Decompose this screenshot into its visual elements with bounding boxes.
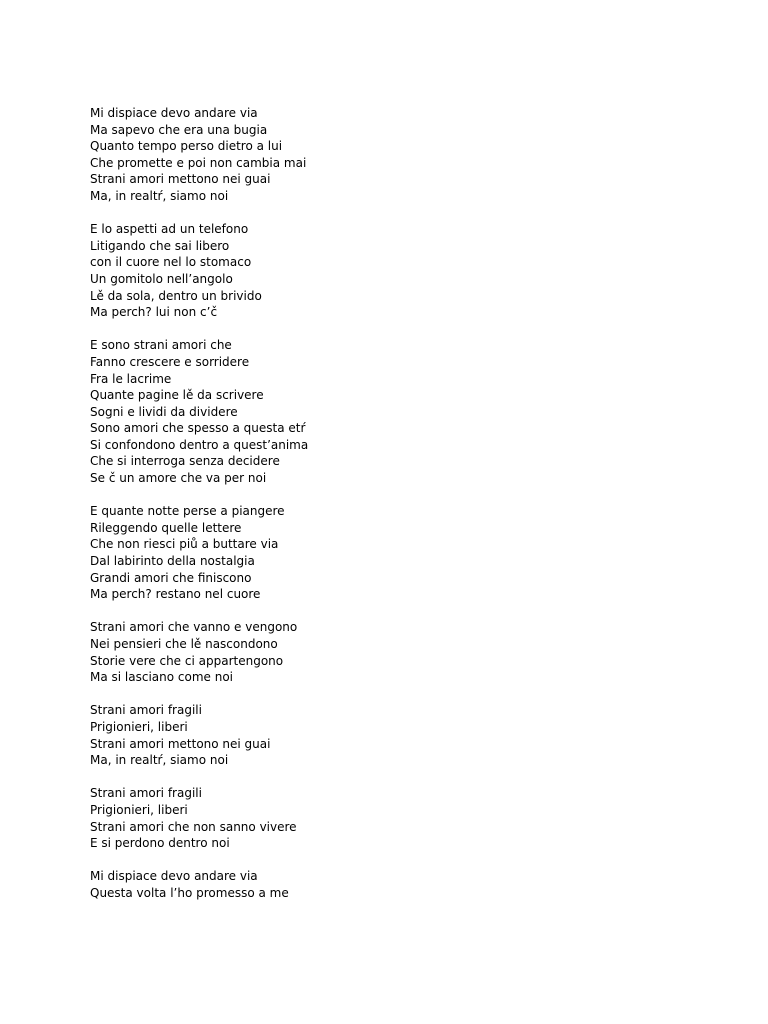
lyric-line: E lo aspetti ad un telefono [90, 222, 249, 237]
lyric-line: Strani amori mettono nei guai [90, 736, 271, 751]
lyric-line: Litigando che sai libero [90, 238, 230, 253]
lyric-line: Ma sapevo che era una bugia [90, 122, 268, 137]
lyric-line: Se č un amore che va per noi [90, 471, 267, 486]
lyric-line: Mi dispiace devo andare via [90, 869, 258, 884]
lyric-line: Rileggendo quelle lettere [90, 520, 242, 535]
stanza-3 [90, 337, 690, 486]
lyric-line: Ma si lasciano come noi [90, 670, 234, 685]
lyric-line: Grandi amori che finiscono [90, 570, 252, 585]
lyric-line: con il cuore nel lo stomaco [90, 255, 252, 270]
lyric-line: Sono amori che spesso a questa etŕ [90, 421, 306, 436]
stanza-7 [90, 785, 690, 851]
lyric-line: Che non riesci piů a buttare via [90, 537, 279, 552]
lyric-line: Quante pagine lě da scrivere [90, 388, 264, 403]
lyric-line: Che si interroga senza decidere [90, 454, 280, 469]
lyric-line: Quanto tempo perso dietro a lui [90, 139, 283, 154]
lyric-line: Strani amori che non sanno vivere [90, 819, 297, 834]
lyric-line: Prigionieri, liberi [90, 802, 188, 817]
stanza-5 [90, 619, 690, 685]
lyric-line: E sono strani amori che [90, 338, 232, 353]
lyric-line: Che promette e poi non cambia mai [90, 155, 307, 170]
lyric-line: E si perdono dentro noi [90, 836, 230, 851]
lyric-line: Fra le lacrime [90, 371, 172, 386]
lyric-line: Strani amori che vanno e vengono [90, 620, 298, 635]
lyric-line: Un gomitolo nell’angolo [90, 271, 233, 286]
stanza-1 [90, 105, 690, 205]
stanza-6 [90, 702, 690, 768]
lyric-line: Questa volta l’ho promesso a me [90, 885, 289, 900]
lyric-line: Strani amori fragili [90, 786, 202, 801]
lyric-line: Ma, in realtŕ, siamo noi [90, 753, 229, 768]
lyric-line: Dal labirinto della nostalgia [90, 554, 255, 569]
lyric-line: Ma perch? restano nel cuore [90, 587, 261, 602]
stanza-8 [90, 868, 690, 901]
lyric-line: Si confondono dentro a quest’anima [90, 437, 309, 452]
lyrics-body [90, 105, 690, 918]
lyric-line: Lě da sola, dentro un brivido [90, 288, 262, 303]
stanza-2 [90, 221, 690, 321]
lyric-line: Ma perch? lui non c’č [90, 305, 218, 320]
lyric-line: Ma, in realtŕ, siamo noi [90, 188, 229, 203]
lyric-line: Storie vere che ci appartengono [90, 653, 284, 668]
lyric-line: Strani amori mettono nei guai [90, 172, 271, 187]
lyric-line: Prigionieri, liberi [90, 719, 188, 734]
stanza-4 [90, 503, 690, 603]
lyric-line: Fanno crescere e sorridere [90, 354, 250, 369]
lyric-line: Nei pensieri che lě nascondono [90, 637, 278, 651]
lyric-line: Strani amori fragili [90, 703, 202, 718]
lyric-line: E quante notte perse a piangere [90, 504, 285, 519]
lyric-line: Mi dispiace devo andare via [90, 106, 258, 120]
lyric-line: Sogni e lividi da dividere [90, 404, 238, 419]
